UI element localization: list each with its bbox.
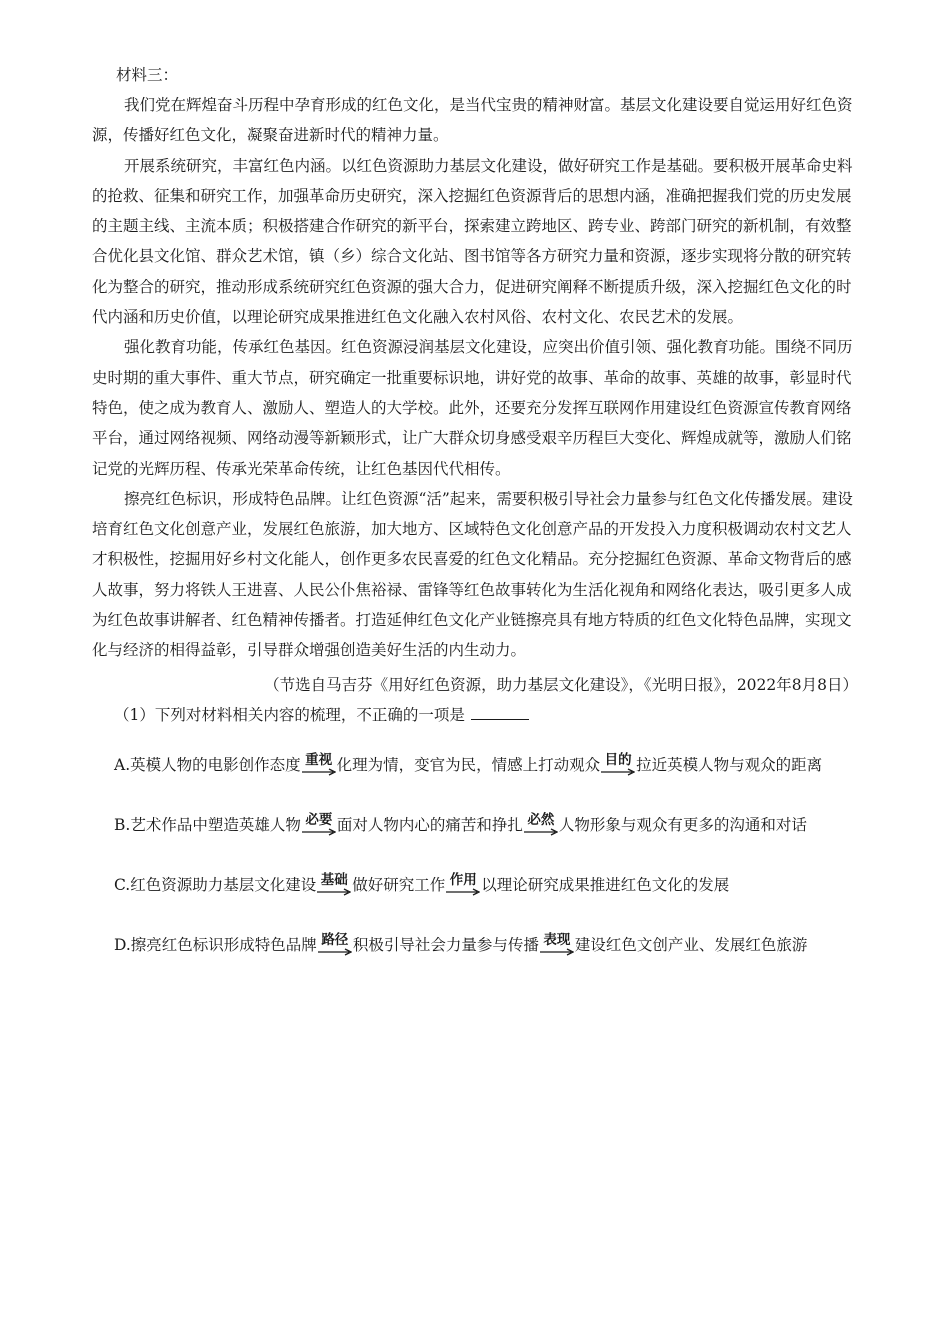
paragraph-1: 我们党在辉煌奋斗历程中孕育形成的红色文化，是当代宝贵的精神财富。基层文化建设要自觉运用好红色资源，传播好红色文化，凝聚奋进新时代的精神力量。 [92,96,853,145]
option-text: 积极引导社会力量参与传播 [352,935,539,954]
document-page [92,60,860,970]
arrow-icon [302,828,336,836]
arrow-icon [317,888,351,896]
arrow-label: 必要 [302,814,336,837]
option-text: 建设红色文创产业、发展红色旅游 [574,935,808,954]
arrow-icon [601,768,635,776]
arrow-icon [302,768,336,776]
option-text: 人物形象与观众有更多的沟通和对话 [558,815,807,834]
option-c[interactable] [114,860,860,910]
arrow-label: 作用 [446,874,480,897]
answer-blank[interactable] [471,705,529,720]
material-heading: 材料三： [116,66,179,84]
option-text: 面对人物内心的痛苦和挣扎 [336,815,523,834]
option-a[interactable] [114,740,860,790]
arrow-label: 目的 [601,754,635,777]
option-text: 做好研究工作 [352,875,446,894]
paragraph-3: 强化教育功能，传承红色基因。红色资源浸润基层文化建设，应突出价值引领、强化教育功能。围绕不同历史时期的重大事件、重大节点，研究确定一批重要标识地，讲好党的故事、革命的故事、英雄的故事，彰显时代特色，使之成为教育人、激励人、塑造人的大学校。此外，还要充分发挥互联网作用建设红色资源宣传教育网络平台，通过网络视频、网络动漫等新颖形式，让广大群众切身感受艰辛历程巨大变化、辉煌成就等，激励人们铭记党的光辉历程、传承光荣革命传统，让红色基因代代相传。 [92,338,853,478]
option-text: D.擦亮红色标识形成特色品牌 [114,935,317,954]
option-text: B.艺术作品中塑造英雄人物 [114,815,301,834]
arrow-icon [318,948,352,956]
option-text: A.英模人物的电影创作态度 [114,755,301,774]
option-text: 化理为情，变官为民，情感上打动观众 [336,755,601,774]
paragraph-4: 擦亮红色标识，形成特色品牌。让红色资源“活”起来，需要积极引导社会力量参与红色文化传播发展。建设培育红色文化创意产业，发展红色旅游，加大地方、区域特色文化创意产品的开发投入力度积极调动农村文艺人才积极性，挖掘用好乡村文化能人，创作更多农民喜爱的红色文化精品。充分挖掘红色资源、革命文物背后的感人故事，努力将铁人王进喜、人民公仆焦裕禄、雷锋等红色故事转化为生活化视角和网络化表达，吸引更多人成为红色故事讲解者、红色精神传播者。打造延伸红色文化产业链擦亮具有地方特质的红色文化特色品牌，实现文化与经济的相得益彰，引导群众增强创造美好生活的内生动力。 [92,489,853,660]
option-d[interactable] [114,920,860,970]
question-text: （1）下列对材料相关内容的梳理，不正确的一项是 [114,705,465,724]
arrow-icon [446,888,480,896]
option-text: 以理论研究成果推进红色文化的发展 [481,875,730,894]
arrow-label: 重视 [302,754,336,777]
option-b[interactable] [114,800,860,850]
option-text: 拉近英模人物与观众的距离 [636,755,823,774]
source-citation: （节选自马吉芬《用好红色资源，助力基层文化建设》，《光明日报》，2022年8月8日） [264,675,858,694]
arrow-label: 路径 [318,934,352,957]
arrow-icon [524,828,558,836]
arrow-label: 表现 [540,934,574,957]
paragraph-2: 开展系统研究，丰富红色内涵。以红色资源助力基层文化建设，做好研究工作是基础。要积极开展革命史料的抢救、征集和研究工作，加强革命历史研究，深入挖掘红色资源背后的思想内涵，准确把握我们党的历史发展的主题主线、主流本质；积极搭建合作研究的新平台，探索建立跨地区、跨专业、跨部门研究的新机制，有效整合优化县文化馆、群众艺术馆，镇（乡）综合文化站、图书馆等各方研究力量和资源，逐步实现将分散的研究转化为整合的研究，推动形成系统研究红色资源的强大合力，促进研究阐释不断提质升级，深入挖掘红色文化的时代内涵和历史价值，以理论研究成果推进红色文化融入农村风俗、农村文化、农民艺术的发展。 [92,156,853,327]
arrow-label: 必然 [524,814,558,837]
question-stem [114,700,860,730]
arrow-label: 基础 [317,874,351,897]
option-text: C.红色资源助力基层文化建设 [114,875,317,894]
arrow-icon [540,948,574,956]
